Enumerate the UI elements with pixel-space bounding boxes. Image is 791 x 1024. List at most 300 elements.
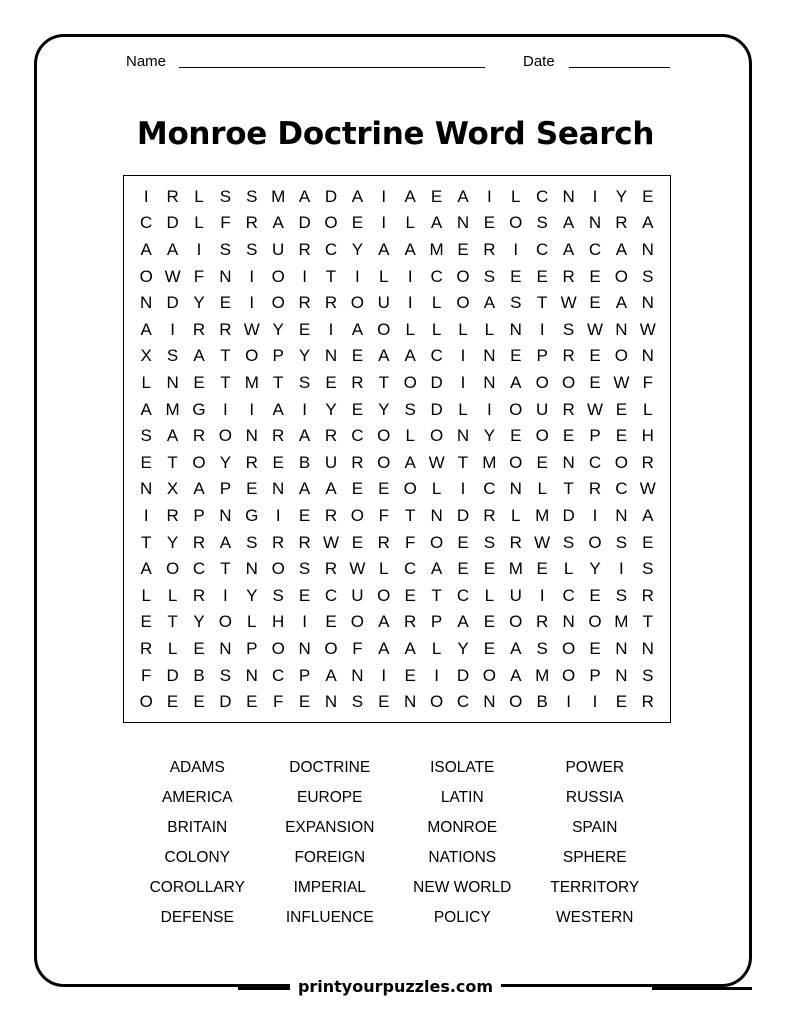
grid-letter[interactable]: O (377, 426, 391, 446)
grid-letter[interactable]: S (536, 638, 548, 658)
grid-letter[interactable]: O (509, 213, 523, 233)
grid-letter[interactable]: S (298, 559, 311, 579)
grid-letter[interactable]: I (592, 692, 598, 712)
grid-letter[interactable]: O (535, 426, 549, 446)
grid-letter[interactable]: O (561, 665, 576, 685)
grid-letter[interactable]: A (562, 213, 575, 233)
grid-letter[interactable]: A (404, 638, 416, 658)
grid-letter[interactable]: L (484, 319, 495, 339)
grid-letter[interactable]: I (592, 186, 598, 206)
grid-letter[interactable]: O (218, 612, 232, 632)
grid-letter[interactable]: E (351, 399, 364, 419)
grid-letter[interactable]: N (272, 479, 285, 499)
grid-letter[interactable]: R (192, 426, 206, 446)
grid-letter[interactable]: D (298, 213, 311, 233)
grid-letter[interactable]: T (378, 372, 389, 392)
grid-letter[interactable]: O (509, 692, 523, 712)
grid-letter[interactable]: S (166, 346, 179, 366)
grid-letter[interactable]: L (194, 213, 204, 233)
grid-letter[interactable]: Y (193, 612, 205, 632)
grid-letter[interactable]: C (351, 426, 364, 446)
grid-letter[interactable]: C (192, 559, 206, 579)
grid-letter[interactable]: E (351, 479, 364, 499)
grid-letter[interactable]: N (615, 505, 628, 525)
grid-letter[interactable]: O (218, 426, 232, 446)
grid-letter[interactable]: I (223, 585, 228, 605)
grid-letter[interactable]: G (245, 505, 259, 525)
grid-letter[interactable]: T (536, 293, 548, 313)
grid-letter[interactable]: L (511, 505, 521, 525)
grid-letter[interactable]: T (325, 266, 337, 286)
grid-letter[interactable]: E (298, 692, 311, 712)
grid-letter[interactable]: L (537, 479, 547, 499)
grid-letter[interactable]: P (193, 505, 205, 525)
grid-letter[interactable]: R (404, 612, 417, 632)
grid-letter[interactable]: N (483, 346, 496, 366)
grid-letter[interactable]: W (243, 319, 260, 339)
grid-letter[interactable]: S (483, 532, 496, 552)
grid-letter[interactable]: A (378, 346, 390, 366)
grid-letter[interactable]: D (430, 372, 443, 392)
grid-letter[interactable]: E (351, 532, 364, 552)
grid-letter[interactable]: E (536, 266, 548, 286)
grid-letter[interactable]: S (404, 399, 416, 419)
grid-letter[interactable]: S (615, 532, 628, 552)
grid-letter[interactable]: C (536, 186, 549, 206)
grid-letter[interactable]: R (324, 293, 338, 313)
grid-letter[interactable]: I (381, 665, 387, 685)
grid-letter[interactable]: C (430, 346, 443, 366)
grid-letter[interactable]: O (377, 452, 391, 472)
grid-letter[interactable]: I (249, 266, 255, 286)
grid-letter[interactable]: E (404, 665, 416, 685)
grid-letter[interactable]: O (350, 293, 364, 313)
grid-letter[interactable]: E (219, 293, 232, 313)
grid-letter[interactable]: A (298, 186, 311, 206)
grid-letter[interactable]: C (456, 692, 470, 712)
grid-letter[interactable]: F (378, 505, 389, 525)
grid-letter[interactable]: A (615, 293, 628, 313)
grid-letter[interactable]: A (378, 239, 390, 259)
grid-letter[interactable]: P (219, 479, 232, 499)
grid-letter[interactable]: E (562, 426, 575, 446)
grid-letter[interactable]: I (539, 319, 545, 339)
grid-letter[interactable]: D (166, 213, 179, 233)
grid-letter[interactable]: L (405, 426, 415, 446)
grid-letter[interactable]: S (246, 186, 258, 206)
grid-letter[interactable]: S (298, 372, 311, 392)
grid-letter[interactable]: S (562, 319, 575, 339)
grid-letter[interactable]: O (482, 665, 496, 685)
grid-letter[interactable]: E (193, 638, 205, 658)
grid-letter[interactable]: N (509, 319, 522, 339)
grid-letter[interactable]: L (167, 638, 178, 658)
grid-letter[interactable]: H (272, 612, 285, 632)
grid-letter[interactable]: I (407, 266, 413, 286)
grid-letter[interactable]: S (351, 692, 364, 712)
grid-letter[interactable]: D (166, 665, 179, 685)
grid-letter[interactable]: R (272, 532, 285, 552)
grid-letter[interactable]: O (377, 585, 391, 605)
grid-letter[interactable]: A (272, 399, 284, 419)
grid-letter[interactable]: A (378, 612, 390, 632)
grid-letter[interactable]: E (536, 559, 548, 579)
grid-letter[interactable]: I (619, 559, 624, 579)
grid-letter[interactable]: E (272, 452, 284, 472)
grid-letter[interactable]: N (483, 372, 496, 392)
grid-letter[interactable]: E (457, 532, 469, 552)
grid-letter[interactable]: F (404, 532, 416, 552)
grid-letter[interactable]: A (430, 213, 443, 233)
grid-letter[interactable]: I (143, 186, 149, 206)
grid-letter[interactable]: R (192, 532, 206, 552)
grid-letter[interactable]: T (167, 612, 178, 632)
grid-letter[interactable]: O (456, 266, 470, 286)
grid-letter[interactable]: I (460, 346, 466, 366)
grid-letter[interactable]: S (219, 665, 232, 685)
grid-letter[interactable]: Y (298, 346, 311, 366)
grid-letter[interactable]: L (511, 186, 521, 206)
grid-letter[interactable]: U (509, 585, 522, 605)
grid-letter[interactable]: T (220, 559, 231, 579)
grid-letter[interactable]: A (404, 239, 416, 259)
grid-letter[interactable]: A (642, 213, 654, 233)
grid-letter[interactable]: W (639, 479, 656, 499)
grid-letter[interactable]: A (140, 399, 152, 419)
grid-letter[interactable]: B (298, 452, 311, 472)
grid-letter[interactable]: A (351, 319, 364, 339)
grid-letter[interactable]: N (219, 638, 232, 658)
grid-letter[interactable]: C (483, 479, 496, 499)
grid-letter[interactable]: S (562, 532, 575, 552)
grid-letter[interactable]: N (641, 239, 654, 259)
grid-letter[interactable]: E (483, 213, 496, 233)
grid-letter[interactable]: R (298, 532, 311, 552)
name-field-line[interactable] (179, 67, 485, 68)
grid-letter[interactable]: P (430, 612, 443, 632)
grid-letter[interactable]: I (460, 479, 466, 499)
grid-letter[interactable]: R (562, 346, 575, 366)
grid-letter[interactable]: O (429, 426, 444, 446)
grid-letter[interactable]: N (641, 346, 654, 366)
grid-letter[interactable]: E (404, 585, 416, 605)
grid-letter[interactable]: D (456, 665, 470, 685)
grid-letter[interactable]: Y (589, 559, 601, 579)
grid-letter[interactable]: O (456, 293, 470, 313)
grid-letter[interactable]: L (247, 612, 257, 632)
grid-letter[interactable]: R (377, 532, 390, 552)
grid-letter[interactable]: I (223, 399, 228, 419)
grid-letter[interactable]: M (271, 186, 286, 206)
grid-letter[interactable]: M (165, 399, 180, 419)
grid-letter[interactable]: N (245, 426, 258, 446)
grid-letter[interactable]: O (509, 452, 523, 472)
grid-letter[interactable]: T (272, 372, 284, 392)
grid-letter[interactable]: I (170, 319, 175, 339)
grid-letter[interactable]: A (325, 665, 337, 685)
grid-letter[interactable]: I (487, 186, 492, 206)
grid-letter[interactable]: O (561, 638, 576, 658)
grid-letter[interactable]: X (166, 479, 179, 499)
grid-letter[interactable]: M (429, 239, 444, 259)
grid-letter[interactable]: O (403, 372, 417, 392)
grid-letter[interactable]: U (377, 293, 390, 313)
grid-letter[interactable]: A (219, 532, 232, 552)
grid-letter[interactable]: D (562, 505, 575, 525)
grid-letter[interactable]: O (324, 638, 338, 658)
grid-letter[interactable]: P (272, 346, 284, 366)
grid-letter[interactable]: I (143, 505, 149, 525)
grid-letter[interactable]: T (220, 346, 231, 366)
grid-letter[interactable]: E (642, 532, 654, 552)
grid-letter[interactable]: O (271, 559, 285, 579)
grid-letter[interactable]: M (614, 612, 629, 632)
grid-letter[interactable]: O (614, 346, 628, 366)
grid-letter[interactable]: Y (378, 399, 390, 419)
grid-letter[interactable]: E (457, 239, 469, 259)
grid-letter[interactable]: M (482, 452, 497, 472)
grid-letter[interactable]: T (642, 612, 653, 632)
grid-letter[interactable]: R (536, 612, 549, 632)
grid-letter[interactable]: S (536, 213, 548, 233)
grid-letter[interactable]: E (298, 585, 311, 605)
grid-letter[interactable]: P (589, 665, 601, 685)
grid-letter[interactable]: O (324, 213, 338, 233)
grid-letter[interactable]: R (562, 266, 575, 286)
grid-letter[interactable]: L (379, 266, 389, 286)
grid-letter[interactable]: W (322, 532, 340, 552)
grid-letter[interactable]: P (536, 346, 548, 366)
grid-letter[interactable]: L (458, 399, 468, 419)
grid-letter[interactable]: U (536, 399, 549, 419)
grid-letter[interactable]: R (483, 239, 496, 259)
grid-letter[interactable]: U (351, 585, 364, 605)
grid-letter[interactable]: I (381, 186, 387, 206)
grid-letter[interactable]: C (430, 266, 443, 286)
grid-letter[interactable]: A (404, 186, 416, 206)
grid-letter[interactable]: F (220, 213, 231, 233)
grid-letter[interactable]: O (245, 346, 259, 366)
grid-letter[interactable]: N (562, 186, 575, 206)
grid-letter[interactable]: A (140, 239, 152, 259)
grid-letter[interactable]: D (324, 186, 338, 206)
grid-letter[interactable]: S (642, 665, 654, 685)
grid-letter[interactable]: R (245, 452, 258, 472)
grid-letter[interactable]: S (642, 266, 654, 286)
grid-letter[interactable]: C (140, 213, 153, 233)
grid-letter[interactable]: S (510, 293, 522, 313)
grid-letter[interactable]: C (536, 239, 549, 259)
grid-letter[interactable]: O (139, 266, 153, 286)
grid-letter[interactable]: I (302, 399, 307, 419)
grid-letter[interactable]: R (588, 479, 602, 499)
grid-letter[interactable]: Y (351, 239, 364, 259)
grid-letter[interactable]: U (324, 452, 338, 472)
grid-letter[interactable]: N (588, 213, 602, 233)
grid-letter[interactable]: N (430, 505, 443, 525)
date-field-line[interactable] (569, 67, 670, 68)
grid-letter[interactable]: U (272, 239, 285, 259)
grid-letter[interactable]: E (615, 692, 628, 712)
grid-letter[interactable]: C (456, 585, 470, 605)
grid-letter[interactable]: E (325, 612, 337, 632)
grid-letter[interactable]: P (589, 426, 601, 446)
grid-letter[interactable]: S (615, 585, 628, 605)
grid-letter[interactable]: E (615, 426, 628, 446)
grid-letter[interactable]: S (219, 239, 232, 259)
grid-letter[interactable]: S (483, 266, 496, 286)
grid-letter[interactable]: R (641, 452, 654, 472)
grid-letter[interactable]: N (562, 452, 575, 472)
grid-letter[interactable]: W (349, 559, 366, 579)
grid-letter[interactable]: O (535, 372, 549, 392)
footer-site[interactable]: printyourpuzzles.com (290, 977, 501, 996)
grid-letter[interactable]: A (193, 479, 205, 499)
grid-letter[interactable]: W (560, 293, 577, 313)
grid-letter[interactable]: A (404, 452, 416, 472)
grid-letter[interactable]: A (193, 346, 205, 366)
grid-letter[interactable]: T (167, 452, 178, 472)
grid-letter[interactable]: L (141, 372, 151, 392)
grid-letter[interactable]: E (457, 559, 469, 579)
grid-letter[interactable]: Y (615, 186, 628, 206)
grid-letter[interactable]: I (196, 239, 202, 259)
grid-letter[interactable]: A (642, 505, 654, 525)
grid-letter[interactable]: I (513, 239, 519, 259)
grid-letter[interactable]: Y (272, 319, 284, 339)
grid-letter[interactable]: C (588, 452, 602, 472)
grid-letter[interactable]: E (589, 293, 601, 313)
grid-letter[interactable]: A (430, 559, 443, 579)
grid-letter[interactable]: F (141, 665, 152, 685)
grid-letter[interactable]: E (589, 346, 601, 366)
grid-letter[interactable]: I (355, 266, 360, 286)
grid-letter[interactable]: I (487, 399, 492, 419)
grid-letter[interactable]: E (430, 186, 443, 206)
grid-letter[interactable]: L (141, 585, 151, 605)
grid-letter[interactable]: Y (483, 426, 496, 446)
grid-letter[interactable]: F (642, 372, 653, 392)
grid-letter[interactable]: R (192, 585, 206, 605)
grid-letter[interactable]: I (407, 293, 413, 313)
grid-letter[interactable]: R (324, 426, 338, 446)
grid-letter[interactable]: E (642, 186, 654, 206)
grid-letter[interactable]: R (166, 505, 179, 525)
grid-letter[interactable]: I (592, 505, 598, 525)
grid-letter[interactable]: A (562, 239, 575, 259)
grid-letter[interactable]: E (615, 399, 628, 419)
grid-letter[interactable]: R (641, 585, 654, 605)
grid-letter[interactable]: L (194, 186, 204, 206)
grid-letter[interactable]: R (351, 372, 364, 392)
grid-letter[interactable]: E (140, 452, 152, 472)
grid-letter[interactable]: L (379, 559, 389, 579)
grid-letter[interactable]: M (535, 665, 550, 685)
grid-letter[interactable]: N (245, 665, 258, 685)
grid-letter[interactable]: M (535, 505, 550, 525)
grid-letter[interactable]: E (510, 346, 522, 366)
grid-letter[interactable]: N (641, 293, 654, 313)
grid-letter[interactable]: E (325, 372, 337, 392)
grid-letter[interactable]: E (193, 372, 205, 392)
grid-letter[interactable]: O (271, 293, 285, 313)
grid-letter[interactable]: R (562, 399, 575, 419)
grid-letter[interactable]: D (219, 692, 232, 712)
grid-letter[interactable]: B (536, 692, 548, 712)
grid-letter[interactable]: I (460, 372, 466, 392)
grid-letter[interactable]: E (589, 266, 601, 286)
grid-letter[interactable]: P (298, 665, 311, 685)
grid-letter[interactable]: N (140, 293, 153, 313)
grid-letter[interactable]: T (457, 452, 469, 472)
grid-letter[interactable]: E (140, 612, 152, 632)
grid-letter[interactable]: W (613, 372, 630, 392)
grid-letter[interactable]: M (508, 559, 523, 579)
grid-letter[interactable]: O (192, 452, 206, 472)
grid-letter[interactable]: A (615, 239, 628, 259)
grid-letter[interactable]: L (431, 319, 442, 339)
grid-letter[interactable]: A (298, 479, 311, 499)
grid-letter[interactable]: R (298, 239, 311, 259)
grid-letter[interactable]: A (510, 665, 522, 685)
grid-letter[interactable]: C (562, 585, 575, 605)
grid-letter[interactable]: A (351, 186, 364, 206)
grid-letter[interactable]: O (614, 266, 628, 286)
grid-letter[interactable]: L (167, 585, 178, 605)
grid-letter[interactable]: O (139, 692, 153, 712)
grid-letter[interactable]: A (140, 559, 152, 579)
grid-letter[interactable]: C (404, 559, 417, 579)
grid-letter[interactable]: E (483, 559, 496, 579)
grid-letter[interactable]: E (298, 319, 311, 339)
grid-letter[interactable]: O (561, 372, 576, 392)
grid-letter[interactable]: N (219, 505, 232, 525)
grid-letter[interactable]: E (351, 346, 364, 366)
grid-letter[interactable]: R (298, 293, 311, 313)
grid-letter[interactable]: N (456, 426, 470, 446)
grid-letter[interactable]: N (509, 479, 522, 499)
grid-letter[interactable]: O (271, 266, 285, 286)
grid-letter[interactable]: I (566, 692, 571, 712)
grid-letter[interactable]: W (534, 532, 551, 552)
grid-letter[interactable]: D (456, 505, 470, 525)
grid-letter[interactable]: E (483, 612, 496, 632)
grid-letter[interactable]: E (510, 426, 522, 446)
grid-letter[interactable]: O (509, 612, 523, 632)
grid-letter[interactable]: R (245, 213, 258, 233)
grid-letter[interactable]: S (246, 532, 258, 552)
grid-letter[interactable]: A (140, 319, 152, 339)
grid-letter[interactable]: C (615, 479, 628, 499)
grid-letter[interactable]: R (483, 505, 496, 525)
grid-letter[interactable]: T (404, 505, 416, 525)
grid-letter[interactable]: A (510, 638, 522, 658)
grid-letter[interactable]: D (166, 293, 179, 313)
grid-letter[interactable]: N (456, 213, 470, 233)
grid-letter[interactable]: C (324, 585, 338, 605)
grid-letter[interactable]: R (641, 692, 654, 712)
grid-letter[interactable]: O (509, 399, 523, 419)
grid-letter[interactable]: P (246, 638, 258, 658)
grid-letter[interactable]: L (431, 293, 442, 313)
grid-letter[interactable]: L (405, 213, 415, 233)
grid-letter[interactable]: N (615, 319, 628, 339)
grid-letter[interactable]: N (324, 346, 338, 366)
grid-letter[interactable]: T (563, 479, 574, 499)
grid-letter[interactable]: E (246, 692, 258, 712)
grid-letter[interactable]: M (244, 372, 259, 392)
grid-letter[interactable]: E (378, 479, 390, 499)
